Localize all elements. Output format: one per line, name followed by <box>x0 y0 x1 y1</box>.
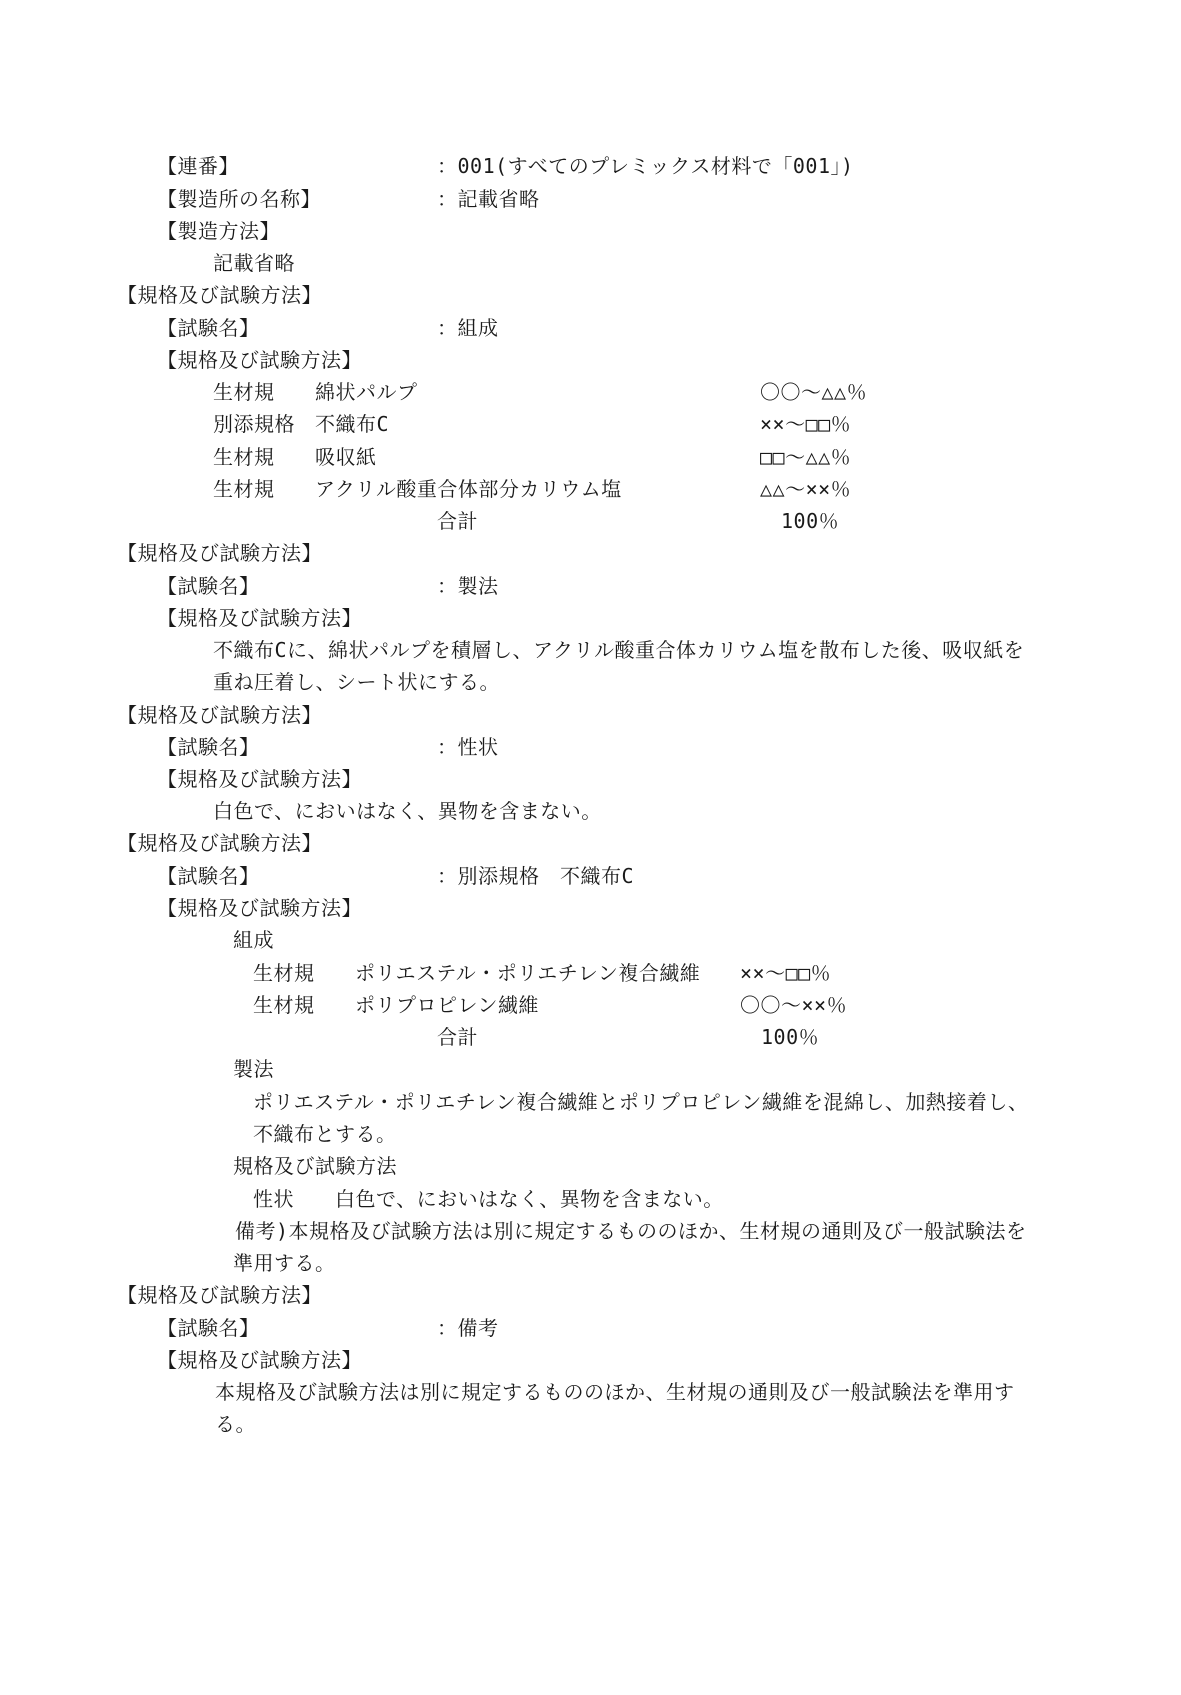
spec-section-title: 【規格及び試験方法】 <box>117 703 322 727</box>
spec-method-label: 【規格及び試験方法】 <box>157 1348 362 1372</box>
composition-material: 吸収紙 <box>315 445 377 469</box>
spec-section-title: 【規格及び試験方法】 <box>117 831 322 855</box>
method-label: 【製造方法】 <box>157 219 280 243</box>
composition-percent: ××～□□％ <box>740 961 832 985</box>
composition-percent: △△～××％ <box>760 477 852 501</box>
test-name-value: ：性状 <box>437 735 499 759</box>
composition-percent: 〇〇～△△％ <box>760 380 868 404</box>
test-name-value: ：製法 <box>437 574 499 598</box>
process-heading: 製法 <box>233 1057 274 1081</box>
body-text: 不織布とする。 <box>253 1122 397 1146</box>
test-name-value: ：備考 <box>437 1316 499 1340</box>
composition-material: ポリプロピレン繊維 <box>355 993 539 1017</box>
test-name-label: 【試験名】 <box>157 864 260 888</box>
body-text: 不織布Cに、綿状パルプを積層し、アクリル酸重合体カリウム塩を散布した後、吸収紙を <box>213 638 1025 662</box>
factory-label: 【製造所の名称】 <box>157 187 321 211</box>
body-text: ポリエステル・ポリエチレン複合繊維とポリプロピレン繊維を混綿し、加熱接着し、 <box>253 1090 1029 1114</box>
composition-material: ポリエステル・ポリエチレン複合繊維 <box>355 961 701 985</box>
body-text: 白色で、においはなく、異物を含まない。 <box>213 799 602 823</box>
total-value: 100％ <box>781 509 840 533</box>
method-heading: 規格及び試験方法 <box>233 1154 397 1178</box>
note-text: 準用する。 <box>233 1251 336 1275</box>
total-value: 100％ <box>761 1025 820 1049</box>
property-value: 白色で、においはなく、異物を含まない。 <box>335 1187 724 1211</box>
composition-material: 不織布C <box>315 412 390 436</box>
spec-section-title: 【規格及び試験方法】 <box>117 283 322 307</box>
test-name-label: 【試験名】 <box>157 574 260 598</box>
note-text: 備考)本規格及び試験方法は別に規定するもののほか、生材規の通則及び一般試験法を <box>235 1219 1027 1243</box>
composition-percent: □□～△△％ <box>760 445 852 469</box>
composition-standard: 生材規 <box>253 961 315 985</box>
property-label: 性状 <box>253 1187 294 1211</box>
composition-standard: 生材規 <box>213 445 275 469</box>
composition-material: 綿状パルプ <box>315 380 418 404</box>
composition-standard: 生材規 <box>253 993 315 1017</box>
composition-percent: ××～□□％ <box>760 412 852 436</box>
spec-method-label: 【規格及び試験方法】 <box>157 606 362 630</box>
body-text: 重ね圧着し、シート状にする。 <box>213 670 500 694</box>
composition-material: アクリル酸重合体部分カリウム塩 <box>315 477 622 501</box>
total-label: 合計 <box>437 509 478 533</box>
body-text: る。 <box>215 1412 256 1436</box>
body-text: 本規格及び試験方法は別に規定するもののほか、生材規の通則及び一般試験法を準用す <box>215 1380 1015 1404</box>
serial-value: ：001(すべてのプレミックス材料で「001」) <box>437 154 854 178</box>
test-name-label: 【試験名】 <box>157 735 260 759</box>
test-name-value: ：組成 <box>437 316 499 340</box>
spec-method-label: 【規格及び試験方法】 <box>157 348 362 372</box>
test-name-label: 【試験名】 <box>157 316 260 340</box>
spec-method-label: 【規格及び試験方法】 <box>157 767 362 791</box>
composition-percent: 〇〇～××％ <box>740 993 848 1017</box>
spec-method-label: 【規格及び試験方法】 <box>157 896 362 920</box>
total-label: 合計 <box>437 1025 478 1049</box>
test-name-label: 【試験名】 <box>157 1316 260 1340</box>
composition-standard: 生材規 <box>213 477 275 501</box>
test-name-value: ：別添規格 不織布C <box>437 864 635 888</box>
composition-standard: 生材規 <box>213 380 275 404</box>
composition-standard: 別添規格 <box>213 412 295 436</box>
factory-value: ：記載省略 <box>437 187 540 211</box>
spec-section-title: 【規格及び試験方法】 <box>117 1283 322 1307</box>
spec-section-title: 【規格及び試験方法】 <box>117 541 322 565</box>
composition-heading: 組成 <box>233 928 274 952</box>
method-value: 記載省略 <box>213 251 295 275</box>
serial-label: 【連番】 <box>157 154 239 178</box>
